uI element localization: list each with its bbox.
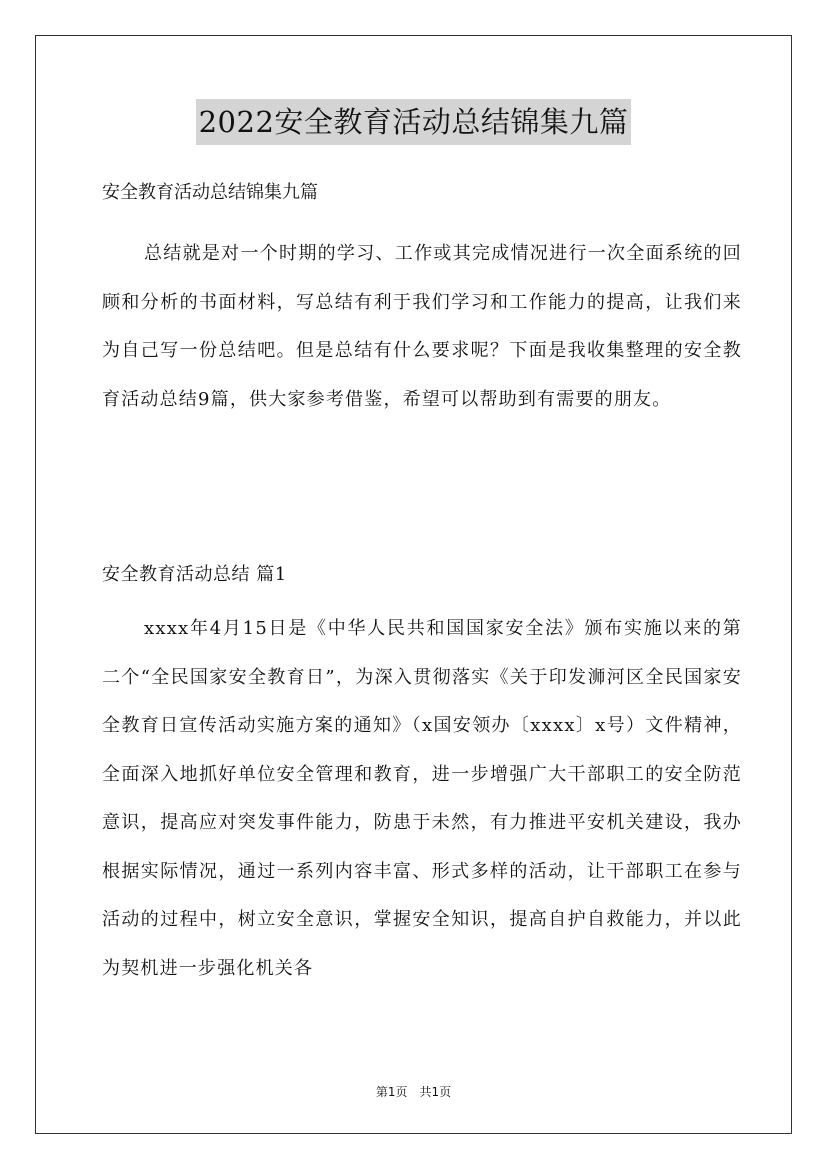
document-title-text: 2022安全教育活动总结锦集九篇 <box>196 99 632 145</box>
section-body-paragraph: xxxx年4月15日是《中华人民共和国国家安全法》颁布实施以来的第二个“全民国家安全教育日”，为深入贯彻落实《关于印发浉河区全民国家安全教育日宣传活动实施方案的通知》（x国安领办〔xxxx〕x号）文件精神，全面深入地抓好单位安全管理和教育，进一步增强广大干部职工的安全防范意识，提高应对突发事件能力，防患于未然，有力推进平安机关建设，我办根据实际情况，通过一系列内容丰富、形式多样的活动，让干部职工在参与活动的过程中，树立安全意识，掌握安全知识，提高自护自救能力，并以此为契机进一步强化机关各 <box>102 618 742 979</box>
page-footer: 第1页 共1页 <box>375 1085 452 1099</box>
document-title <box>0 99 827 145</box>
document-subtitle: 安全教育活动总结锦集九篇 <box>102 182 318 203</box>
section-heading: 安全教育活动总结 篇1 <box>102 564 287 585</box>
intro-paragraph: 总结就是对一个时期的学习、工作或其完成情况进行一次全面系统的回顾和分析的书面材料，写总结有利于我们学习和工作能力的提高，让我们来为自己写一份总结吧。但是总结有什么要求呢？下面是我收集整理的安全教育活动总结9篇，供大家参考借鉴，希望可以帮助到有需要的朋友。 <box>102 243 742 410</box>
